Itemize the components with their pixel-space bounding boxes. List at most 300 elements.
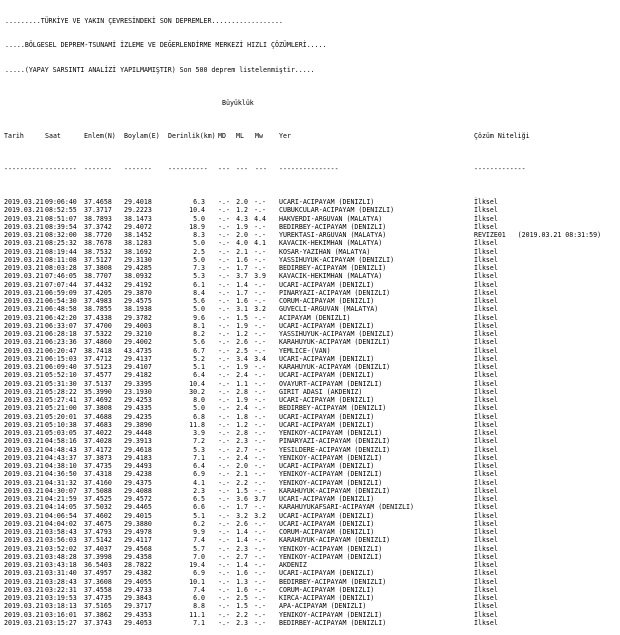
dash-quality: ------------- (474, 165, 526, 173)
row-place: GUVECLI-ARGUVAN (MALATYA) (279, 305, 379, 314)
row-quality: İlksel (474, 486, 498, 495)
row-lat: 37.4022 (84, 429, 112, 437)
row-date: 2019.03.21 (4, 420, 44, 429)
row-lat: 37.4735 (84, 462, 112, 470)
row-lon: 29.4107 (124, 363, 152, 371)
row-place: YENIKOY-ACIPAYAM (DENIZLI) (279, 453, 383, 462)
row-date: 2019.03.21 (4, 429, 44, 437)
row-lat: 37.4525 (84, 495, 112, 503)
row-time: 05:10:38 (45, 420, 77, 429)
row-ml: 1.4 (236, 528, 248, 536)
row-md: -.- (218, 363, 230, 371)
row-mw: -.- (254, 255, 266, 264)
row-quality: İlksel (474, 354, 498, 363)
row-mw: 3.4 (254, 354, 266, 363)
row-time: 03:31:40 (45, 569, 77, 578)
table-row (0, 363, 620, 371)
table-row (0, 264, 620, 272)
row-quality: İlksel (474, 239, 498, 248)
row-time: 08:11:08 (45, 255, 77, 264)
row-ml: 2.6 (236, 519, 248, 528)
row-mw: -.- (254, 486, 266, 495)
row-ml: 2.8 (236, 387, 248, 396)
row-lat: 37.4558 (84, 585, 112, 594)
row-lon: 29.4358 (124, 552, 152, 561)
row-depth: 5.1 (193, 363, 205, 371)
row-md: -.- (218, 610, 230, 619)
row-place: PINARYAZI-ACIPAYAM (DENIZLI) (279, 437, 391, 446)
row-mw: -.- (254, 404, 266, 413)
row-mw: -.- (254, 445, 266, 454)
table-row (0, 454, 620, 462)
row-mw: -.- (254, 288, 266, 297)
row-md: -.- (218, 437, 230, 446)
row-lat: 37.3808 (84, 264, 112, 272)
row-depth: 6.1 (193, 280, 205, 289)
row-lat: 36.5403 (84, 561, 112, 569)
row-ml: 1.4 (236, 536, 248, 545)
row-ml: 1.6 (236, 585, 248, 594)
row-time: 03:56:03 (45, 536, 77, 545)
row-quality: İlksel (474, 346, 498, 355)
row-lat: 37.4028 (84, 437, 112, 446)
row-lat: 37.3998 (84, 552, 112, 561)
row-quality: İlksel (474, 478, 498, 487)
row-date: 2019.03.21 (4, 445, 44, 454)
row-ml: 2.6 (236, 338, 248, 347)
table-row (0, 462, 620, 470)
table-row (0, 446, 620, 454)
row-depth: 10.1 (189, 577, 205, 586)
row-quality: İlksel (474, 404, 498, 413)
table-row (0, 503, 620, 511)
row-time: 03:48:28 (45, 552, 77, 561)
row-mw: -.- (254, 338, 266, 347)
row-time: 03:15:27 (45, 618, 77, 627)
row-lon: 29.4575 (124, 297, 152, 305)
row-time: 04:36:50 (45, 470, 77, 479)
table-row (0, 520, 620, 528)
row-place: ACIPAYAM (DENIZLI) (279, 313, 351, 322)
row-place: APA-ACIPAYAM (DENIZLI) (279, 602, 367, 611)
row-place: UCARI-ACIPAYAM (DENIZLI) (279, 354, 375, 363)
row-depth: 10.4 (189, 206, 205, 215)
row-mw: -.- (254, 420, 266, 429)
row-lon: 29.4088 (124, 486, 152, 495)
row-depth: 7.1 (193, 453, 205, 462)
row-depth: 5.3 (193, 272, 205, 281)
row-place: BEDIRBEY-ACIPAYAM (DENIZLI) (279, 618, 387, 627)
row-depth: 6.4 (193, 462, 205, 470)
row-time: 04:48:43 (45, 445, 77, 454)
row-quality: İlksel (474, 288, 498, 297)
row-md: -.- (218, 313, 230, 322)
row-time: 04:04:02 (45, 519, 77, 528)
row-lat: 37.5165 (84, 602, 112, 611)
row-place: KARAHUYUK-ACIPAYAM (DENIZLI) (279, 363, 391, 371)
row-mw: -.- (254, 371, 266, 380)
table-row (0, 355, 620, 363)
row-quality: İlksel (474, 255, 498, 264)
row-lat: 37.5142 (84, 536, 112, 545)
row-md: -.- (218, 288, 230, 297)
row-date: 2019.03.21 (4, 396, 44, 404)
row-place: PINARYAZI-ACIPAYAM (DENIZLI) (279, 288, 391, 297)
row-lon: 29.4055 (124, 577, 152, 586)
table-row (0, 536, 620, 544)
row-quality: İlksel (474, 462, 498, 470)
row-quality: İlksel (474, 437, 498, 446)
row-date: 2019.03.21 (4, 363, 44, 371)
row-lat: 37.4735 (84, 594, 112, 602)
row-lat: 37.5322 (84, 330, 112, 338)
table-row (0, 330, 620, 338)
row-ml: 2.5 (236, 594, 248, 602)
row-lon: 29.4003 (124, 321, 152, 330)
row-ml: 2.4 (236, 404, 248, 413)
row-ml: 2.0 (236, 198, 248, 206)
table-row (0, 371, 620, 379)
row-quality: İlksel (474, 396, 498, 404)
row-mw: 3.2 (254, 511, 266, 520)
table-row (0, 231, 620, 239)
row-date: 2019.03.21 (4, 462, 44, 470)
row-quality: İlksel (474, 470, 498, 479)
row-md: -.- (218, 495, 230, 503)
row-mw: -.- (254, 519, 266, 528)
row-date: 2019.03.21 (4, 610, 44, 619)
row-md: -.- (218, 585, 230, 594)
row-md: -.- (218, 618, 230, 627)
row-mw: -.- (254, 321, 266, 330)
row-date: 2019.03.21 (4, 354, 44, 363)
row-date: 2019.03.21 (4, 346, 44, 355)
row-lon: 29.4335 (124, 404, 152, 413)
row-depth: 5.1 (193, 511, 205, 520)
header-line-3: .....(YAPAY SARSINTI ANALİZİ YAPILMAMIŞTIR) Son 500 deprem listelenmiştir..... (5, 66, 315, 74)
row-lat: 37.5137 (84, 379, 112, 388)
row-date: 2019.03.21 (4, 577, 44, 586)
table-row (0, 239, 620, 247)
row-lon: 29.4493 (124, 462, 152, 470)
row-place: YENIKOY-ACIPAYAM (DENIZLI) (279, 429, 383, 437)
row-depth: 3.9 (193, 429, 205, 437)
row-md: -.- (218, 404, 230, 413)
table-row (0, 569, 620, 577)
row-ml: 1.8 (236, 412, 248, 421)
row-depth: 6.6 (193, 503, 205, 512)
row-place: UCARI-ACIPAYAM (DENIZLI) (279, 495, 375, 503)
row-depth: 6.8 (193, 412, 205, 421)
row-mw: -.- (254, 594, 266, 602)
row-quality: İlksel (474, 198, 498, 206)
row-lon: 23.1930 (124, 387, 152, 396)
row-md: -.- (218, 222, 230, 231)
row-time: 06:20:47 (45, 346, 77, 355)
table-row (0, 322, 620, 330)
row-date: 2019.03.21 (4, 231, 44, 239)
row-md: -.- (218, 379, 230, 388)
row-lon: 29.4465 (124, 503, 152, 512)
row-md: -.- (218, 346, 230, 355)
row-mw: -.- (254, 478, 266, 487)
row-time: 04:43:37 (45, 453, 77, 462)
row-depth: 2.3 (193, 486, 205, 495)
row-time: 04:21:59 (45, 495, 77, 503)
row-lat: 37.4983 (84, 297, 112, 305)
row-ml: 2.3 (236, 437, 248, 446)
row-quality: İlksel (474, 222, 498, 231)
row-depth: 6.4 (193, 371, 205, 380)
row-lat: 37.4338 (84, 313, 112, 322)
row-date: 2019.03.21 (4, 313, 44, 322)
row-lat: 37.5032 (84, 503, 112, 512)
row-quality: İlksel (474, 280, 498, 289)
col-depth: Derinlik(km) (168, 132, 216, 140)
row-lon: 29.4192 (124, 280, 152, 289)
row-ml: 4.0 (236, 239, 248, 248)
row-date: 2019.03.21 (4, 552, 44, 561)
table-row (0, 338, 620, 346)
row-place: UCARI-ACIPAYAM (DENIZLI) (279, 371, 375, 380)
row-date: 2019.03.21 (4, 338, 44, 347)
row-time: 07:46:05 (45, 272, 77, 281)
row-place: UCARI-ACIPAYAM (DENIZLI) (279, 280, 375, 289)
row-lon: 29.4353 (124, 610, 152, 619)
row-place: CORUM-ACIPAYAM (DENIZLI) (279, 297, 375, 305)
row-time: 04:14:05 (45, 503, 77, 512)
row-time: 08:52:55 (45, 206, 77, 215)
row-date: 2019.03.21 (4, 478, 44, 487)
row-quality: İlksel (474, 305, 498, 314)
row-date: 2019.03.21 (4, 536, 44, 545)
row-md: -.- (218, 321, 230, 330)
row-time: 03:22:31 (45, 585, 77, 594)
row-lon: 38.1692 (124, 247, 152, 256)
row-ml: 2.0 (236, 231, 248, 239)
table-row (0, 347, 620, 355)
row-lon: 29.4568 (124, 544, 152, 553)
table-row (0, 413, 620, 421)
row-lon: 29.4182 (124, 371, 152, 380)
row-depth: 5.6 (193, 338, 205, 347)
row-md: -.- (218, 462, 230, 470)
row-date: 2019.03.21 (4, 288, 44, 297)
row-ml: 3.2 (236, 511, 248, 520)
row-md: -.- (218, 297, 230, 305)
row-quality: İlksel (474, 561, 498, 569)
row-quality: İlksel (474, 552, 498, 561)
table-row (0, 470, 620, 478)
row-lat: 37.5127 (84, 255, 112, 264)
row-time: 06:33:07 (45, 321, 77, 330)
row-md: -.- (218, 577, 230, 586)
row-md: -.- (218, 305, 230, 314)
row-md: -.- (218, 239, 230, 248)
row-mw: 4.1 (254, 239, 266, 248)
row-lon: 29.4002 (124, 338, 152, 347)
row-lat: 38.7893 (84, 214, 112, 223)
row-md: -.- (218, 412, 230, 421)
row-date: 2019.03.21 (4, 297, 44, 305)
row-ml: 1.6 (236, 569, 248, 578)
magnitude-group-label: Büyüklük (222, 99, 254, 107)
header-line-2: .....BÖLGESEL DEPREM-TSUNAMİ İZLEME VE DEĞERLENDİRME MERKEZİ HIZLI ÇÖZÜMLERİ..... (5, 41, 327, 50)
row-ml: 2.4 (236, 371, 248, 380)
table-row (0, 561, 620, 569)
row-depth: 8.1 (193, 321, 205, 330)
row-time: 03:28:43 (45, 577, 77, 586)
row-time: 04:06:54 (45, 511, 77, 520)
row-depth: 6.2 (193, 519, 205, 528)
row-lon: 29.4572 (124, 495, 152, 503)
row-date: 2019.03.21 (4, 561, 44, 569)
row-place: YUREKTASI-ARGUVAN (MALATYA) (279, 231, 387, 239)
row-place: KARAHUYUK-ACIPAYAM (DENIZLI) (279, 536, 391, 545)
row-time: 06:23:36 (45, 338, 77, 347)
row-place: BEDIRBEY-ACIPAYAM (DENIZLI) (279, 264, 387, 272)
dash-time: -------- (45, 165, 77, 173)
row-depth: 7.3 (193, 264, 205, 272)
table-row (0, 545, 620, 553)
col-ml: ML (236, 132, 244, 140)
row-mw: -.- (254, 206, 266, 215)
row-date: 2019.03.21 (4, 330, 44, 338)
row-ml: 1.1 (236, 379, 248, 388)
row-depth: 5.0 (193, 404, 205, 413)
col-time: Saat (45, 132, 61, 140)
row-depth: 8.3 (193, 231, 205, 239)
row-lat: 37.4675 (84, 519, 112, 528)
col-lat: Enlem(N) (84, 132, 116, 140)
row-depth: 10.4 (189, 379, 205, 388)
row-md: -.- (218, 272, 230, 281)
row-mw: -.- (254, 231, 266, 239)
row-ml: 1.2 (236, 420, 248, 429)
row-md: -.- (218, 528, 230, 536)
row-date: 2019.03.21 (4, 198, 44, 206)
row-quality: İlksel (474, 297, 498, 305)
row-lon: 29.3210 (124, 330, 152, 338)
row-time: 05:21:00 (45, 404, 77, 413)
row-place: KIRCA-ACIPAYAM (DENIZLI) (279, 594, 375, 602)
row-date: 2019.03.21 (4, 239, 44, 248)
row-lat: 37.5088 (84, 486, 112, 495)
row-date: 2019.03.21 (4, 528, 44, 536)
row-md: -.- (218, 602, 230, 611)
row-time: 07:07:44 (45, 280, 77, 289)
row-quality: İlksel (474, 585, 498, 594)
magnitude-group-row (0, 99, 620, 107)
row-mw: -.- (254, 387, 266, 396)
row-ml: 2.1 (236, 470, 248, 479)
row-lat: 37.3742 (84, 222, 112, 231)
row-quality: İlksel (474, 528, 498, 536)
row-place: BEDIRBEY-ACIPAYAM (DENIZLI) (279, 404, 387, 413)
row-md: -.- (218, 445, 230, 454)
row-mw: -.- (254, 330, 266, 338)
table-row (0, 256, 620, 264)
row-quality: İlksel (474, 503, 498, 512)
row-lon: 29.4137 (124, 354, 152, 363)
row-place: UCARI-ACIPAYAM (DENIZLI) (279, 321, 375, 330)
row-lon: 38.1283 (124, 239, 152, 248)
row-quality: İlksel (474, 321, 498, 330)
dash-ml: --- (236, 165, 248, 173)
row-depth: 5.0 (193, 255, 205, 264)
row-date: 2019.03.21 (4, 544, 44, 553)
row-md: -.- (218, 569, 230, 578)
row-ml: 2.3 (236, 544, 248, 553)
row-lon: 29.3870 (124, 288, 152, 297)
row-time: 05:20:01 (45, 412, 77, 421)
row-lat: 35.3990 (84, 387, 112, 396)
row-place: YEMLICE-(VAN) (279, 346, 331, 355)
row-quality: İlksel (474, 387, 498, 396)
row-place: CORUM-ACIPAYAM (DENIZLI) (279, 585, 375, 594)
row-date: 2019.03.21 (4, 404, 44, 413)
table-row (0, 421, 620, 429)
row-quality: İlksel (474, 445, 498, 454)
row-date: 2019.03.21 (4, 247, 44, 256)
row-depth: 6.3 (193, 198, 205, 206)
row-time: 08:39:54 (45, 222, 77, 231)
row-lon: 29.4018 (124, 198, 152, 206)
row-quality: İlksel (474, 247, 498, 256)
row-lat: 37.4860 (84, 338, 112, 347)
row-quality: İlksel (474, 214, 498, 223)
row-md: -.- (218, 486, 230, 495)
row-lat: 37.4688 (84, 412, 112, 421)
row-time: 09:06:40 (45, 198, 77, 206)
row-time: 03:18:13 (45, 602, 77, 611)
row-mw: -.- (254, 379, 266, 388)
row-time: 03:19:53 (45, 594, 77, 602)
row-mw: -.- (254, 297, 266, 305)
row-depth: 5.6 (193, 297, 205, 305)
row-lon: 29.3880 (124, 519, 152, 528)
row-depth: 30.2 (189, 387, 205, 396)
row-quality: İlksel (474, 371, 498, 380)
row-time: 08:03:28 (45, 264, 77, 272)
row-date: 2019.03.21 (4, 214, 44, 223)
row-ml: 2.7 (236, 552, 248, 561)
table-row (0, 305, 620, 313)
row-ml: 2.2 (236, 478, 248, 487)
row-md: -.- (218, 420, 230, 429)
row-mw: -.- (254, 396, 266, 404)
row-mw: 3.9 (254, 272, 266, 281)
row-date: 2019.03.21 (4, 272, 44, 281)
col-mw: Mw (255, 132, 263, 140)
row-date: 2019.03.21 (4, 602, 44, 611)
table-row (0, 404, 620, 412)
row-place: KARAHUYUK-ACIPAYAM (DENIZLI) (279, 338, 391, 347)
row-depth: 19.4 (189, 561, 205, 569)
dash-date: ---------- (4, 165, 44, 173)
row-md: -.- (218, 544, 230, 553)
row-mw: -.- (254, 429, 266, 437)
row-lon: 29.3717 (124, 602, 152, 611)
row-md: -.- (218, 470, 230, 479)
dash-mw: --- (255, 165, 267, 173)
table-row (0, 281, 620, 289)
row-lon: 38.1473 (124, 214, 152, 223)
row-place: UCARI-ACIPAYAM (DENIZLI) (279, 569, 375, 578)
row-md: -.- (218, 552, 230, 561)
row-time: 04:30:07 (45, 486, 77, 495)
row-lat: 37.4793 (84, 528, 112, 536)
